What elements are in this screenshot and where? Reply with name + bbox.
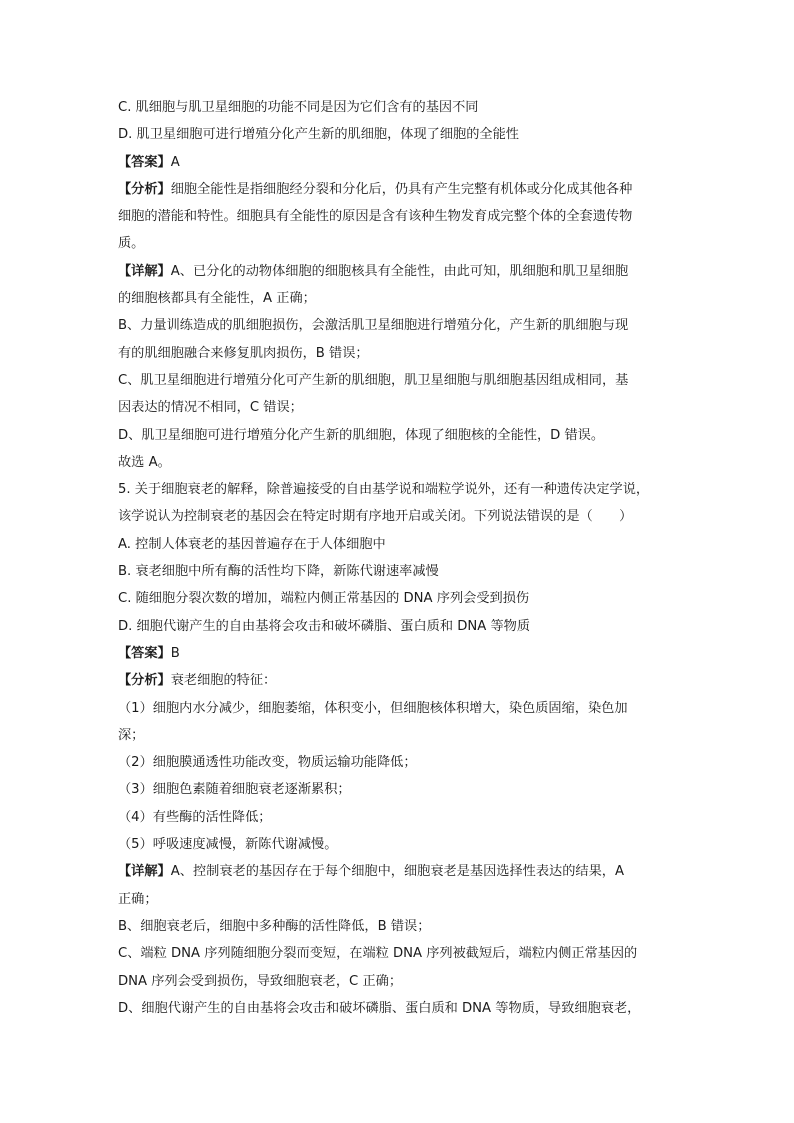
text-line [118, 695, 698, 722]
line-text: A [170, 154, 180, 170]
section-tag: 【详解】 [118, 864, 171, 880]
text-line [118, 585, 698, 612]
text-line [118, 367, 698, 394]
line-text: （5）呼吸速度减慢，新陈代谢减慢。 [118, 837, 338, 853]
text-line [118, 749, 698, 776]
line-text: C、肌卫星细胞进行增殖分化可产生新的肌细胞，肌卫星细胞与肌细胞基因组成相同，基 [118, 372, 629, 388]
line-text: A. 控制人体衰老的基因普遍存在于人体细胞中 [118, 536, 386, 552]
text-line [118, 913, 698, 940]
line-text: 深； [118, 727, 145, 743]
text-line [118, 340, 698, 367]
line-text: 有的肌细胞融合来修复肌肉损伤，B 错误； [118, 345, 369, 361]
text-line [118, 558, 698, 585]
text-line [118, 422, 698, 449]
text-line [118, 640, 698, 667]
line-text: C、端粒 DNA 序列随细胞分裂而变短，在端粒 DNA 序列被截短后，端粒内侧正常基因的 [118, 946, 638, 962]
section-tag: 【详解】 [118, 263, 171, 279]
line-text: 5. 关于细胞衰老的解释，除普遍接受的自由基学说和端粒学说外，还有一种遗传决定学说， [118, 482, 650, 498]
text-line [118, 804, 698, 831]
line-text: A、已分化的动物体细胞的细胞核具有全能性，由此可知，肌细胞和肌卫星细胞 [170, 263, 629, 279]
line-text: C. 肌细胞与肌卫星细胞的功能不同是因为它们含有的基因不同 [118, 100, 479, 115]
section-tag: 【分析】 [118, 673, 171, 689]
text-line [118, 94, 698, 121]
text-line [118, 149, 698, 176]
text-line [118, 776, 698, 803]
line-text: （4）有些酶的活性降低； [118, 809, 272, 825]
line-text: D、细胞代谢产生的自由基将会攻击和破坏磷脂、蛋白质和 DNA 等物质，导致细胞衰老， [118, 1000, 641, 1016]
section-tag: 【分析】 [118, 181, 171, 197]
line-text: B. 衰老细胞中所有酶的活性均下降，新陈代谢速率减慢 [118, 564, 439, 580]
line-text: 该学说认为控制衰老的基因会在特定时期有序地开启或关闭。下列说法错误的是（ ） [118, 509, 633, 525]
line-text: 故选 A。 [118, 454, 171, 470]
line-text: 细胞全能性是指细胞经分裂和分化后，仍具有产生完整有机体或分化成其他各种 [170, 181, 633, 197]
text-line [118, 503, 698, 530]
text-line [118, 831, 698, 858]
text-line [118, 995, 698, 1022]
text-line [118, 476, 698, 503]
line-text: 的细胞核都具有全能性，A 正确； [118, 291, 316, 307]
line-text: A、控制衰老的基因存在于每个细胞中，细胞衰老是基因选择性表达的结果，A [170, 864, 624, 880]
line-text: （1）细胞内水分减少，细胞萎缩，体积变小，但细胞核体积增大，染色质固缩，染色加 [118, 700, 628, 716]
text-line [118, 449, 698, 476]
text-line [118, 531, 698, 558]
text-line [118, 722, 698, 749]
line-text: B、力量训练造成的肌细胞损伤，会激活肌卫星细胞进行增殖分化，产生新的肌细胞与现 [118, 318, 629, 334]
line-text: B [170, 645, 180, 661]
text-line [118, 230, 698, 257]
line-text: C. 随细胞分裂次数的增加，端粒内侧正常基因的 DNA 序列会受到损伤 [118, 591, 530, 607]
document-page [118, 94, 698, 1022]
line-text: 衰老细胞的特征： [170, 673, 277, 689]
text-line [118, 394, 698, 421]
text-line [118, 858, 698, 885]
line-text: D. 肌卫星细胞可进行增殖分化产生新的肌细胞，体现了细胞的全能性 [118, 127, 519, 143]
text-line [118, 312, 698, 339]
text-line [118, 968, 698, 995]
line-text: （2）细胞膜通透性功能改变，物质运输功能降低； [118, 755, 417, 771]
text-line [118, 285, 698, 312]
section-tag: 【答案】 [118, 154, 171, 170]
text-line [118, 613, 698, 640]
line-text: B、细胞衰老后，细胞中多种酶的活性降低，B 错误； [118, 918, 431, 934]
text-line [118, 176, 698, 203]
section-tag: 【答案】 [118, 645, 171, 661]
line-text: D、肌卫星细胞可进行增殖分化产生新的肌细胞，体现了细胞核的全能性，D 错误。 [118, 427, 605, 443]
text-line [118, 203, 698, 230]
line-text: 因表达的情况不相同，C 错误； [118, 400, 303, 416]
line-text: 细胞的潜能和特性。细胞具有全能性的原因是含有该种生物发育成完整个体的全套遗传物 [118, 209, 633, 225]
line-text: （3）细胞色素随着细胞衰老逐渐累积； [118, 782, 351, 798]
text-line [118, 121, 698, 148]
text-line [118, 667, 698, 694]
text-line [118, 258, 698, 285]
text-line [118, 886, 698, 913]
line-text: D. 细胞代谢产生的自由基将会攻击和破坏磷脂、蛋白质和 DNA 等物质 [118, 618, 531, 634]
line-text: 质。 [118, 236, 145, 252]
line-text: DNA 序列会受到损伤，导致细胞衰老，C 正确； [118, 973, 403, 989]
line-text: 正确； [118, 891, 158, 907]
text-line [118, 940, 698, 967]
